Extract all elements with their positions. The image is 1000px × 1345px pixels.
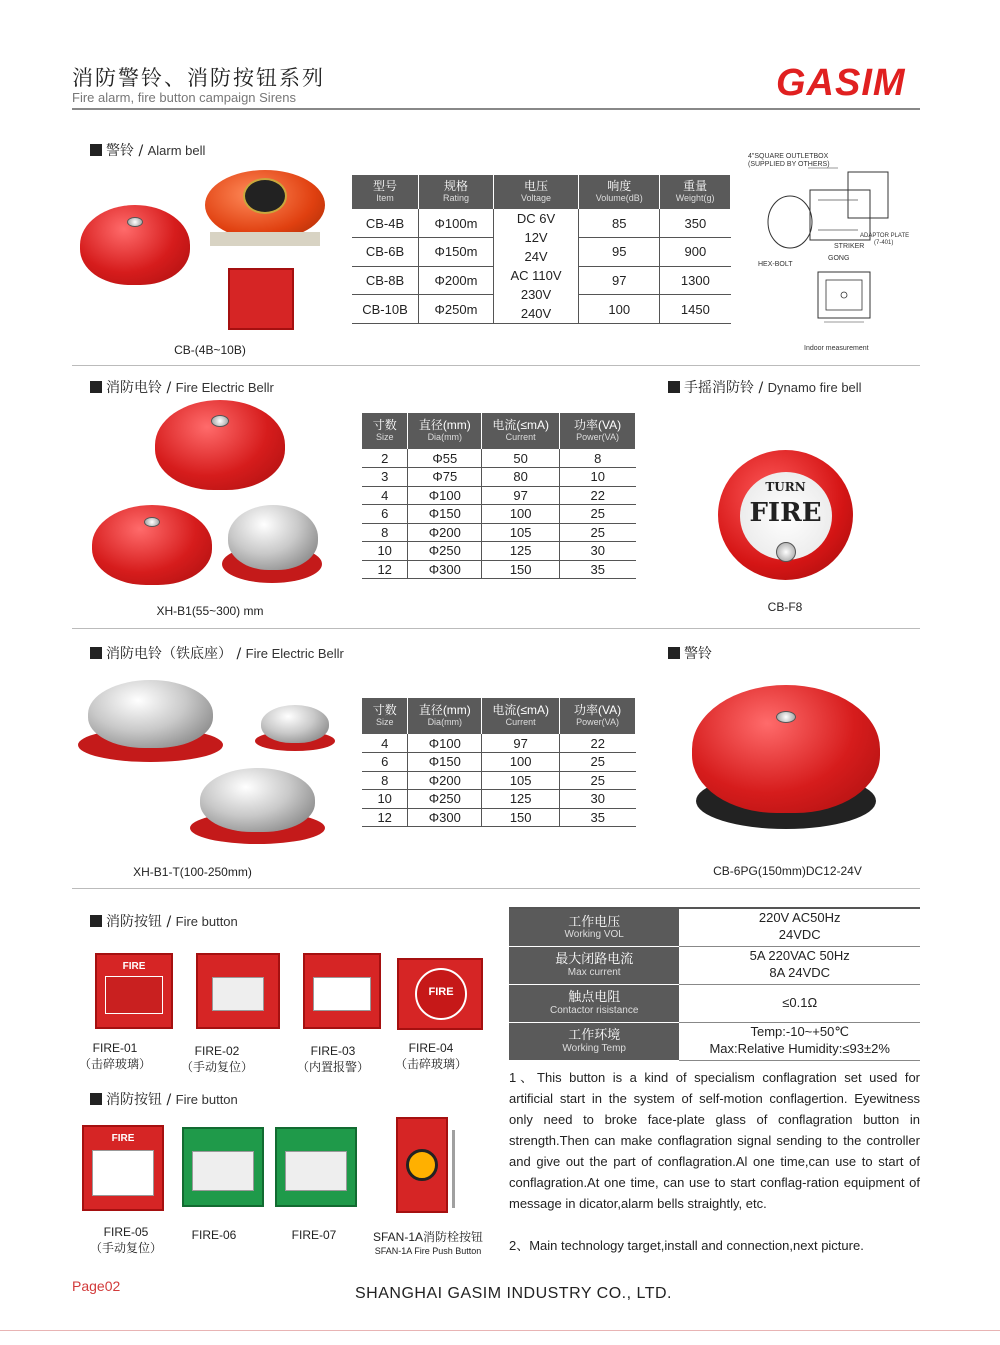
fire-04-label: FIRE-04 (408, 1041, 454, 1055)
fire-03-label: FIRE-03 (310, 1044, 356, 1058)
table-row (362, 560, 636, 579)
table-cell: 100 (482, 753, 560, 772)
iron-bell-medium-image (190, 768, 325, 848)
table-cell: 22 (560, 486, 636, 505)
table-cell: 3 (362, 468, 408, 487)
square-bullet-icon (90, 381, 102, 393)
table-row (362, 734, 636, 753)
table-cell: 125 (482, 542, 560, 561)
fire-02-image (196, 953, 280, 1029)
table-cell: 6 (362, 753, 408, 772)
table-row (362, 468, 636, 487)
fire-electric-bell-chrome-image (220, 505, 325, 585)
table-row (362, 449, 636, 468)
section-fire-button-2: 消防按钮 / Fire button (90, 1089, 238, 1109)
table-row (362, 790, 636, 809)
table-cell: 80 (482, 468, 560, 487)
table-cell: 8 (362, 771, 408, 790)
dynamo-turn-label: TURN (765, 480, 806, 494)
work-spec-label: 工作环境 Working Temp (509, 1022, 679, 1060)
alarm-bell-spec-table (352, 175, 731, 324)
page-title: 消防警铃、消防按钮系列 (72, 66, 325, 90)
table-cell: 105 (482, 523, 560, 542)
company-name: SHANGHAI GASIM INDUSTRY CO., LTD. (355, 1285, 672, 1302)
fire-electric-bell-medium-image (92, 505, 212, 590)
table-cell: 25 (560, 771, 636, 790)
divider (72, 628, 920, 629)
table-cell: 100 (482, 505, 560, 524)
table-cell: 150 (482, 560, 560, 579)
dynamo-fire-label: FIRE (749, 498, 822, 528)
table-cell: Φ300 (408, 560, 482, 579)
sfan-1a-image (396, 1117, 448, 1213)
fire-06-label: FIRE-06 (191, 1228, 237, 1242)
fire-02-label: FIRE-02 (194, 1044, 240, 1058)
table-cell: 4 (362, 486, 408, 505)
fire-01-image: FIRE (95, 953, 173, 1029)
section-alarm-bell-2: 警铃 (668, 643, 712, 663)
table-cell: 105 (482, 771, 560, 790)
sfan-handle-image (452, 1130, 482, 1208)
alarm-bell-image-orange (205, 170, 325, 250)
th-volume: 响度 Volume(dB) (579, 175, 660, 209)
fire-04-image: FIRE (397, 958, 483, 1030)
table-cell: 10 (362, 542, 408, 561)
alarm-bell-image-red (80, 205, 190, 290)
diagram-adaptor-num: (7-401) (874, 240, 894, 246)
table-cell: 12 (362, 560, 408, 579)
table-row (509, 984, 920, 1022)
table-cell: 22 (560, 734, 636, 753)
iron-bell-caption: XH-B1-T(100-250mm) (133, 865, 252, 879)
table-cell: 12 (362, 808, 408, 827)
work-spec-value: ≤0.1Ω (679, 984, 920, 1022)
table-cell: 97 (482, 486, 560, 505)
divider (72, 888, 920, 889)
table-row (362, 486, 636, 505)
fire-07-label: FIRE-07 (291, 1228, 337, 1242)
fire-electric-bell-caption: XH-B1(55~300) mm (156, 604, 264, 618)
square-bullet-icon (668, 381, 680, 393)
table-cell: 8 (362, 523, 408, 542)
fire-07-image (275, 1127, 357, 1207)
diagram-outlet-label: 4"SQUARE OUTLETBOX (748, 153, 829, 160)
square-bullet-icon (90, 1093, 102, 1105)
fire-06-image (182, 1127, 264, 1207)
iron-bell-small-image (255, 705, 335, 753)
square-bullet-icon (90, 647, 102, 659)
square-bullet-icon (668, 647, 680, 659)
table-cell: 10 (560, 468, 636, 487)
table-cell: 6 (362, 505, 408, 524)
alarm-bell-caption: CB-(4B~10B) (174, 343, 246, 357)
crank-knob-icon (776, 542, 796, 562)
work-spec-value: Temp:-10~+50℃ Max:Relative Humidity:≤93±2% (679, 1022, 920, 1060)
diagram-supplied-label: (SUPPLIED BY OTHERS) (748, 161, 830, 168)
fire-04-sub: （击碎玻璃） (394, 1057, 467, 1071)
table-cell: Φ100 (408, 734, 482, 753)
table-cell: Φ250 (408, 790, 482, 809)
table-row (362, 753, 636, 772)
th-weight: 重量 Weight(g) (660, 175, 731, 209)
fire-05-image: FIRE (82, 1125, 164, 1211)
fire-05-label: FIRE-05 (103, 1225, 149, 1239)
alarm-bell-2-image (692, 685, 880, 835)
table-row (362, 808, 636, 827)
table-row: CB-10B Φ250m 100 1450 (352, 295, 731, 324)
work-spec-table (509, 907, 920, 1061)
table-row: CB-8B Φ200m 97 1300 (352, 266, 731, 295)
alarm-bell-2-caption: CB-6PG(150mm)DC12-24V (713, 864, 862, 878)
th-voltage: 电压 Voltage (493, 175, 578, 209)
table-row: CB-4B Φ100m DC 6V 12V 24V AC 110V 230V 240V 85 350 (352, 209, 731, 238)
work-spec-value: 5A 220VAC 50Hz 8A 24VDC (679, 946, 920, 984)
table-row (362, 505, 636, 524)
table-row (509, 946, 920, 984)
alarm-bell-box-image (228, 268, 294, 330)
fire-05-sub: （手动复位） (89, 1241, 162, 1255)
page-subtitle: Fire alarm, fire button campaign Sirens (72, 90, 296, 105)
table-cell: Φ150 (408, 505, 482, 524)
table-row (362, 771, 636, 790)
table-cell: 150 (482, 808, 560, 827)
square-bullet-icon (90, 144, 102, 156)
iron-bell-large-image (78, 680, 223, 765)
diagram-adaptor-label: ADAPTOR PLATE (860, 233, 910, 239)
work-spec-label: 最大闭路电流 Max current (509, 946, 679, 984)
page-number: Page02 (72, 1278, 121, 1294)
work-spec-label: 工作电压 Working VOL (509, 908, 679, 946)
table-row (509, 908, 920, 946)
table-cell: 10 (362, 790, 408, 809)
diagram-indoor-label: Indoor measurement (804, 345, 869, 352)
th-item: 型号 Item (352, 175, 419, 209)
table-cell: 2 (362, 449, 408, 468)
sfan-1a-sub: SFAN-1A Fire Push Button (374, 1246, 482, 1256)
description-paragraph-2: 2、Main technology target,install and connection,next picture. (509, 1238, 864, 1253)
dynamo-bell-image (718, 450, 853, 580)
fire-electric-spec-table: 寸数 Size 直径(mm) Dia(mm) 电流(≤mA) Current 功率(VA) Power(VA) 2 Φ55 50 8 3 Φ75 80 10 4 Φ100 97 22 6 Φ150 100 25 8 Φ200 105 25 10 Φ250 125 30 12 Φ300 150 35 (362, 413, 636, 579)
fire-01-sub: （击碎玻璃） (78, 1057, 151, 1071)
installation-diagram (748, 150, 928, 355)
table-cell: Φ150 (408, 753, 482, 772)
section-alarm-bell: 警铃 / Alarm bell (90, 140, 205, 160)
iron-bell-spec-table: 寸数 Size 直径(mm) Dia(mm) 电流(≤mA) Current 功率(VA) Power(VA) 4 Φ100 97 22 6 Φ150 100 25 8 Φ200 105 25 10 Φ250 125 30 12 Φ300 150 35 (362, 698, 636, 827)
table-cell: 25 (560, 505, 636, 524)
section-dynamo-fire-bell: 手摇消防铃 / Dynamo fire bell (668, 377, 862, 397)
description-paragraph-1: 1、This button is a kind of specialism conflagration set used for artificial start in the system of self-motion conflagertion. Eyewitness only need to broke face-plate glass of conflagration button in strength.Then can make conflagration signal sending to the controller and give out the part of conflagration.Al one time,can use to start of conflagration.At one time, can use to start conflag-ration equipment of message in dicator,alarm bells straightly, etc. (509, 1070, 920, 1211)
diagram-striker-label: STRIKER (834, 243, 865, 250)
table-cell: Φ250 (408, 542, 482, 561)
work-spec-value: 220V AC50Hz 24VDC (679, 908, 920, 946)
th-rating: 规格 Rating (419, 175, 494, 209)
voltage-cell: DC 6V 12V 24V AC 110V 230V 240V (493, 209, 578, 324)
table-cell: Φ100 (408, 486, 482, 505)
table-cell: Φ75 (408, 468, 482, 487)
table-cell: Φ200 (408, 771, 482, 790)
fire-03-image (303, 953, 381, 1029)
table-cell: Φ300 (408, 808, 482, 827)
table-row (509, 1022, 920, 1060)
table-cell: 25 (560, 753, 636, 772)
divider (72, 365, 920, 366)
table-cell: 8 (560, 449, 636, 468)
table-row (362, 523, 636, 542)
diagram-gong-label: GONG (828, 255, 850, 262)
work-spec-label: 触点电阻 Contactor risistance (509, 984, 679, 1022)
table-cell: Φ55 (408, 449, 482, 468)
brand-logo: GASIM (776, 62, 906, 104)
table-cell: 35 (560, 560, 636, 579)
table-cell: 30 (560, 790, 636, 809)
table-cell: 35 (560, 808, 636, 827)
bottom-rule (0, 1330, 1000, 1331)
dynamo-bell-caption: CB-F8 (767, 600, 803, 614)
table-cell: 97 (482, 734, 560, 753)
table-cell: 30 (560, 542, 636, 561)
section-fire-button: 消防按钮 / Fire button (90, 911, 238, 931)
header-divider (72, 108, 920, 110)
section-fire-electric-iron: 消防电铃（铁底座） / Fire Electric Bellr (90, 643, 344, 663)
square-bullet-icon (90, 915, 102, 927)
diagram-hexbolt-label: HEX-BOLT (758, 261, 793, 268)
table-cell: Φ200 (408, 523, 482, 542)
table-cell: 4 (362, 734, 408, 753)
table-cell: 125 (482, 790, 560, 809)
section-fire-electric-bell: 消防电铃 / Fire Electric Bellr (90, 377, 274, 397)
table-cell: 50 (482, 449, 560, 468)
table-row (362, 542, 636, 561)
sfan-1a-label: SFAN-1A消防栓按钮 (372, 1230, 484, 1244)
fire-02-sub: （手动复位） (180, 1060, 253, 1074)
table-cell: 25 (560, 523, 636, 542)
fire-01-label: FIRE-01 (92, 1041, 138, 1055)
fire-03-sub: （内置报警） (296, 1060, 369, 1074)
table-row: CB-6B Φ150m 95 900 (352, 238, 731, 267)
fire-electric-bell-large-image (155, 400, 285, 500)
